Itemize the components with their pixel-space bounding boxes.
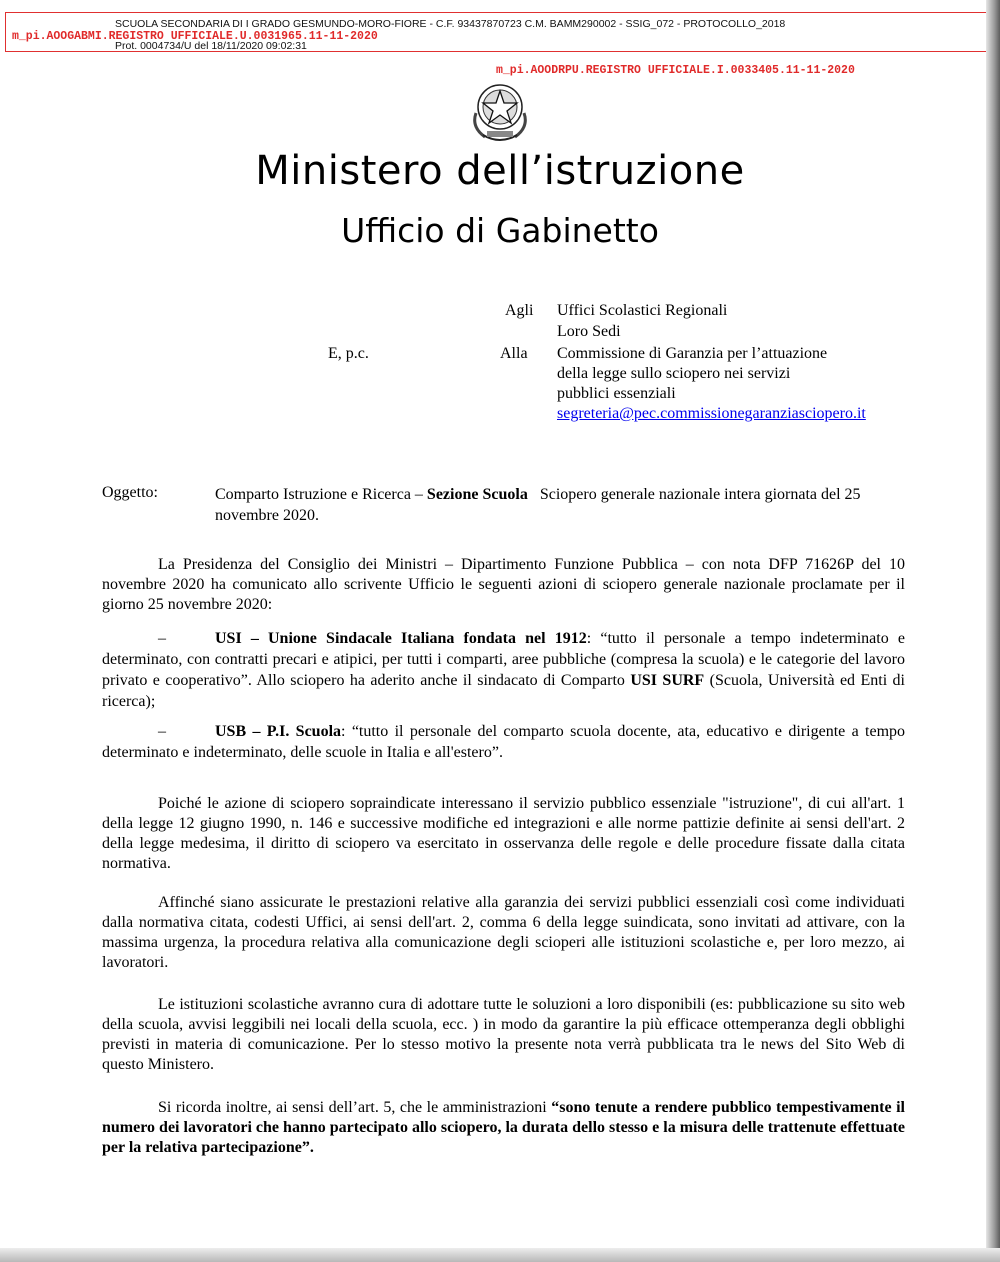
recipient-alla-line-1: Commissione di Garanzia per l’attuazione bbox=[557, 345, 828, 362]
school-protocol-header: SCUOLA SECONDARIA DI I GRADO GESMUNDO-MORO-FIORE - C.F. 93437870723 C.M. BAMM290002 - SSIG_072 - PROTOCOLLO_2018 bbox=[115, 18, 786, 30]
union-usi-surf: USI SURF bbox=[630, 672, 705, 689]
paragraph-5-text: Si ricorda inoltre, ai sensi dell’art. 5, che le amministrazioni bbox=[158, 1099, 552, 1116]
email-link[interactable]: segreteria@pec.commissionegaranziasciopero.it bbox=[557, 405, 866, 422]
italian-republic-emblem-icon bbox=[461, 75, 539, 147]
recipient-alla-line-3: pubblici essenziali bbox=[557, 385, 676, 402]
subject-text bbox=[215, 484, 905, 526]
union-usi: USI – Unione Sindacale Italiana fondata nel 1912 bbox=[215, 630, 587, 647]
recipient-email-link[interactable] bbox=[557, 403, 866, 424]
recipient-alla-line-2: della legge sullo sciopero nei servizi bbox=[557, 365, 791, 382]
page-bottom-edge bbox=[0, 1248, 1000, 1262]
body-paragraph-5 bbox=[102, 1098, 905, 1158]
protocol-number: Prot. 0004734/U del 18/11/2020 09:02:31 bbox=[115, 40, 307, 52]
union-usb: USB – P.I. Scuola bbox=[215, 723, 342, 740]
usi-description: : “tutto il personale a tempo indeterminato e determinato, con contratti precari e atipici, per tutti i comparti, aree pubbliche (compresa la scuola) e le categorie del lavoro privato e cooperativo”. Allo sciopero ha aderito anche il sindacato di Comparto bbox=[102, 630, 905, 689]
recipient-agli-line-1: Uffici Scolastici Regionali bbox=[557, 302, 728, 319]
recipient-agli-line-2: Loro Sedi bbox=[557, 323, 621, 340]
body-paragraph-2: Poiché le azione di sciopero sopraindicate interessano il servizio pubblico essenziale "istruzione", di cui all'art. 1 della legge 12 giugno 1990, n. 146 e successive modifiche ed integrazioni e alle norme pattizie definite ai sensi dell'art. 2 della legge medesima, il diritto di sciopero va esercitato in osservanza delle regole e delle procedure fissate dalla citata normativa. bbox=[102, 795, 905, 872]
usi-surf-description: (Scuola, Università ed Enti di ricerca); bbox=[102, 672, 905, 710]
gabinetto-registry-stamp: m_pi.AOOGABMI.REGISTRO UFFICIALE.U.0031965.11-11-2020 bbox=[12, 30, 378, 43]
recipient-epc-label: E, p.c. bbox=[328, 345, 369, 362]
body-paragraph-3: Affinché siano assicurate le prestazioni relative alla garanzia dei servizi pubblici essenziali così come individuati dalla normativa citata, codesti Uffici, ai sensi dell'art. 2, comma 6 della legge suindicata, sono invitati ad attivare, con la massima urgenza, la procedura relativa alla comunicazione degli scioperi alle istituzioni scolastiche e, per loro mezzo, ai lavoratori. bbox=[102, 894, 905, 971]
page-edge-shadow bbox=[986, 0, 1000, 1262]
subject-part-1: Comparto Istruzione e Ricerca – bbox=[215, 486, 427, 503]
subject-part-3: Sciopero generale nazionale intera giornata del 25 novembre 2020. bbox=[215, 486, 865, 524]
subject-section: Sezione Scuola bbox=[426, 486, 528, 503]
bullet-dash: – bbox=[158, 630, 166, 647]
bullet-dash: – bbox=[158, 723, 166, 740]
paragraph-5-quote: “sono tenute a rendere pubblico tempestivamente il numero dei lavoratori che hanno partecipato allo sciopero, la durata dello stesso e la misura delle trattenute effettuate per la relativa partecipazione”. bbox=[102, 1099, 905, 1156]
recipient-prefix-agli: Agli bbox=[505, 302, 534, 319]
body-paragraph-4: Le istituzioni scolastiche avranno cura di adottare tutte le soluzioni a loro disponibili (es: pubblicazione su sito web della scuola, avvisi leggibili nei locali della scuola, ecc. ) in modo da garantire la più efficace ottemperanza degli obblighi previsti in materia di comunicazione. Per lo stesso motivo la presente nota verrà pubblicata tra le news del Sito Web di questo Ministero. bbox=[102, 996, 905, 1073]
usb-description: : “tutto il personale del comparto scuola docente, ata, educativo e dirigente a tempo determinato e indeterminato, delle scuole in Italia e all'estero”. bbox=[102, 723, 906, 761]
strike-action-usb bbox=[102, 721, 905, 763]
body-paragraph-1: La Presidenza del Consiglio dei Ministri – Dipartimento Funzione Pubblica – con nota DFP 71626P del 10 novembre 2020 ha comunicato allo scrivente Ufficio le seguenti azioni di sciopero generale nazionale proclamate per il giorno 25 novembre 2020: bbox=[102, 556, 905, 613]
office-subtitle: Ufficio di Gabinetto bbox=[341, 211, 659, 250]
recipient-prefix-alla: Alla bbox=[500, 345, 528, 362]
usr-registry-stamp: m_pi.AOODRPU.REGISTRO UFFICIALE.I.0033405.11-11-2020 bbox=[496, 64, 855, 77]
ministry-title: Ministero dell’istruzione bbox=[255, 148, 745, 194]
subject-label: Oggetto: bbox=[102, 484, 158, 501]
strike-action-usi bbox=[102, 628, 905, 712]
